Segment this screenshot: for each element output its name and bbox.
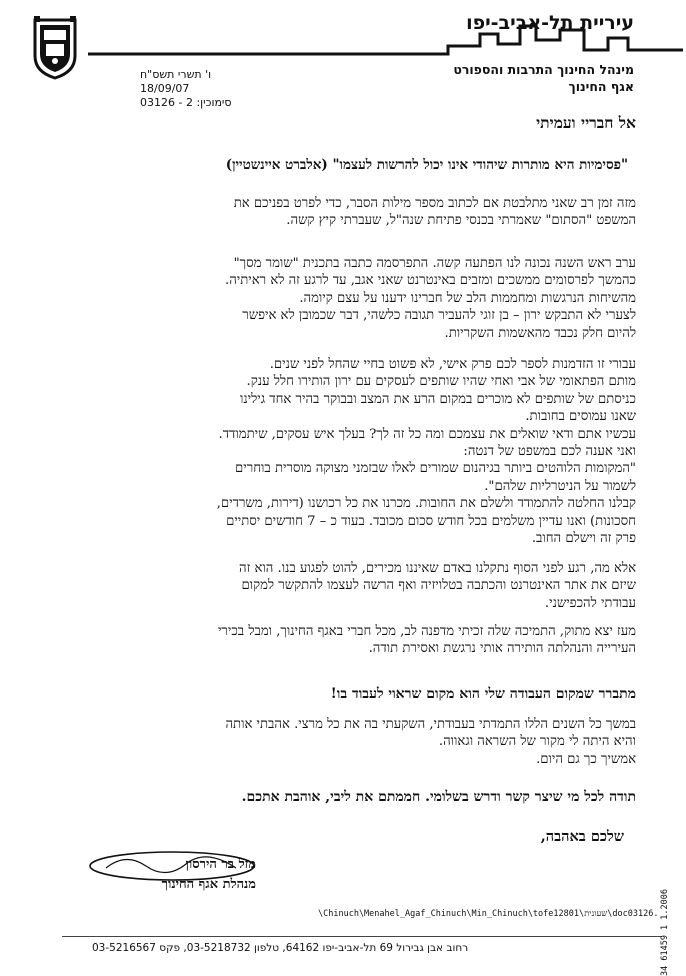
paragraph-line: המשפט "הסתום" שאמרתי בכנסי פתיחת שנה"ל, שעברתי קיץ קשה. bbox=[286, 213, 636, 229]
highlight-statement: מתברר שמקום העבודה שלי הוא מקום שראוי לעבוד בו! bbox=[330, 686, 636, 702]
paragraph-line: מזה זמן רב שאני מתלבטת אם לכתוב מספר מילות הסבר, כדי לפרט בפניכם את bbox=[233, 196, 636, 211]
paragraph-line: עבורי זו הזדמנות לספר לכם פרק אישי, לא פשוט בחיי שהחל לפני שנים. bbox=[269, 357, 636, 372]
salutation: אל חבריי ועמיתי bbox=[536, 113, 636, 132]
paragraph-line: העירייה והנהלתה הותירה אותי נרגשת ואסירת תודה. bbox=[368, 641, 636, 657]
municipality-name: עיריית תל-אביב-יפו bbox=[466, 12, 634, 34]
paragraph-line: "המקומות הלוהטים ביותר בגיהנום שמורים לאלו שבזמני מצוקה מוסרית בוחרים bbox=[235, 461, 636, 477]
paragraph-line: קבלנו החלטה להתמודד ולשלם את החובות. מכרנו את כל רכושנו (דירות, משרדים, bbox=[216, 496, 636, 512]
paragraph-line: מהשיחות הנרגשות ומחממות הלב של חברינו ידענו על עצם קיומה. bbox=[299, 290, 636, 306]
paragraph-line: חסכונות) ואנו עדיין משלמים בכל חודש סכום מכובד. בעוד כ – 7 חודשים יסתיים bbox=[226, 513, 636, 529]
paragraph-line: ואני אענה לכם במשפט של דנטה: bbox=[463, 444, 636, 460]
hebrew-date: ו' תשרי תשס"ח bbox=[140, 68, 212, 81]
paragraph-line: לצערי לא התבקש ירון – בן זוגי להעביר תגובה כלשהי, דבר שכמובן לא איפשר bbox=[242, 308, 636, 324]
paragraph-line: אלא מה, רגע לפני הסוף נתקלנו באדם שאיננו מכירים, להוט לפגוע בנו. הוא זה bbox=[238, 561, 636, 576]
paragraph-2 bbox=[76, 255, 636, 342]
paragraph-line: במשך כל השנים הללו התמדתי בעבודתי, השקעתי בה את כל מרצי. אהבתי אותה bbox=[225, 717, 636, 732]
paragraph-line: כהמשך לפרסומים ממשכים ומזבים באינטרנט שאני אגב, עד לרגע זה לא ראיתיה. bbox=[225, 273, 636, 289]
reference-number: סימוכין: 2 - 03126 bbox=[140, 96, 232, 109]
paragraph-6 bbox=[76, 716, 636, 768]
closing-line: שלכם באהבה, bbox=[540, 828, 624, 845]
paragraph-line: עבודתי להכפישני. bbox=[544, 595, 636, 611]
signatory-name: מזל בר הירסון bbox=[185, 857, 256, 872]
file-path: \Chinuch\Menahel_Agaf_Chinuch\Min_Chinuch\tofe12801\שעונית\doc03126. bbox=[318, 909, 659, 919]
thanks-line: תודה לכל מי שיצר קשר ודרש בשלומי. חממתם את ליבי, אוהבת אתכם. bbox=[241, 789, 636, 805]
paragraph-line: עכשיו אתם ודאי שואלים את עצמכם ומה כל זה לך? בעלך איש עסקים, שיתמודד. bbox=[218, 426, 636, 442]
administration-name: מינהל החינוך התרבות והספורט bbox=[453, 62, 634, 77]
paragraph-5 bbox=[76, 623, 636, 658]
paragraph-4 bbox=[76, 560, 636, 612]
footer-divider bbox=[62, 936, 662, 937]
paragraph-line: מותם הפתאומי של אבי ואחי שהיו שותפים לעסקים עם ירון הותירו חלל ענק. bbox=[246, 374, 636, 390]
paragraph-1 bbox=[76, 195, 636, 230]
paragraph-line: והיא היתה לי מקור של השראה וגאווה. bbox=[438, 734, 636, 750]
municipality-emblem-icon bbox=[30, 14, 80, 80]
paragraph-line: ערב ראש השנה נכונה לנו הפתעה קשה. התפרסמה כתבה בתכנית "שומר מסך" bbox=[233, 256, 636, 271]
paragraph-line: אמשיך כך גם היום. bbox=[536, 751, 636, 767]
paragraph-line: שאנו עמוסים בחובות. bbox=[525, 409, 636, 425]
letter-date: 18/09/07 bbox=[140, 82, 190, 95]
paragraph-line: לשמור על הניטרליות שלהם". bbox=[484, 478, 636, 494]
paragraph-3 bbox=[76, 356, 636, 547]
paragraph-line: מעז יצא מתוק, התמיכה שלה זכיתי מדפנה לב, מכל חברי באגף החינוך, ומבל בכירי bbox=[217, 624, 636, 639]
opening-quote: "פסימיות היא מותרות שיהודי אינו יכול להרשות לעצמו" (אלברט איינשטיין) bbox=[225, 157, 628, 173]
form-code: 34 61459 1 1.2006 bbox=[660, 889, 670, 976]
paragraph-line: להיום חלק נכבד מהאשמות השקריות. bbox=[444, 325, 636, 341]
footer-address: רחוב אבן גבירול 69 תל-אביב-יפו 64162, טלפון 03-5218732, פקס 03-5216567 bbox=[92, 942, 469, 954]
paragraph-line: כניסתם של שותפים לא מוכרים במקום הרע את המצב ובבוקר בהיר אחד גילינו bbox=[239, 391, 636, 407]
paragraph-line: פרק זה וישלם החוב. bbox=[531, 531, 636, 547]
signatory-title: מנהלת אגף החינוך bbox=[161, 877, 256, 892]
paragraph-line: שיזם את אתר האינטרנט והכתבה בטלויזיה ואף הרשה לעצמו להתקשר למקום bbox=[241, 578, 636, 594]
department-name: אגף החינוך bbox=[568, 79, 634, 94]
